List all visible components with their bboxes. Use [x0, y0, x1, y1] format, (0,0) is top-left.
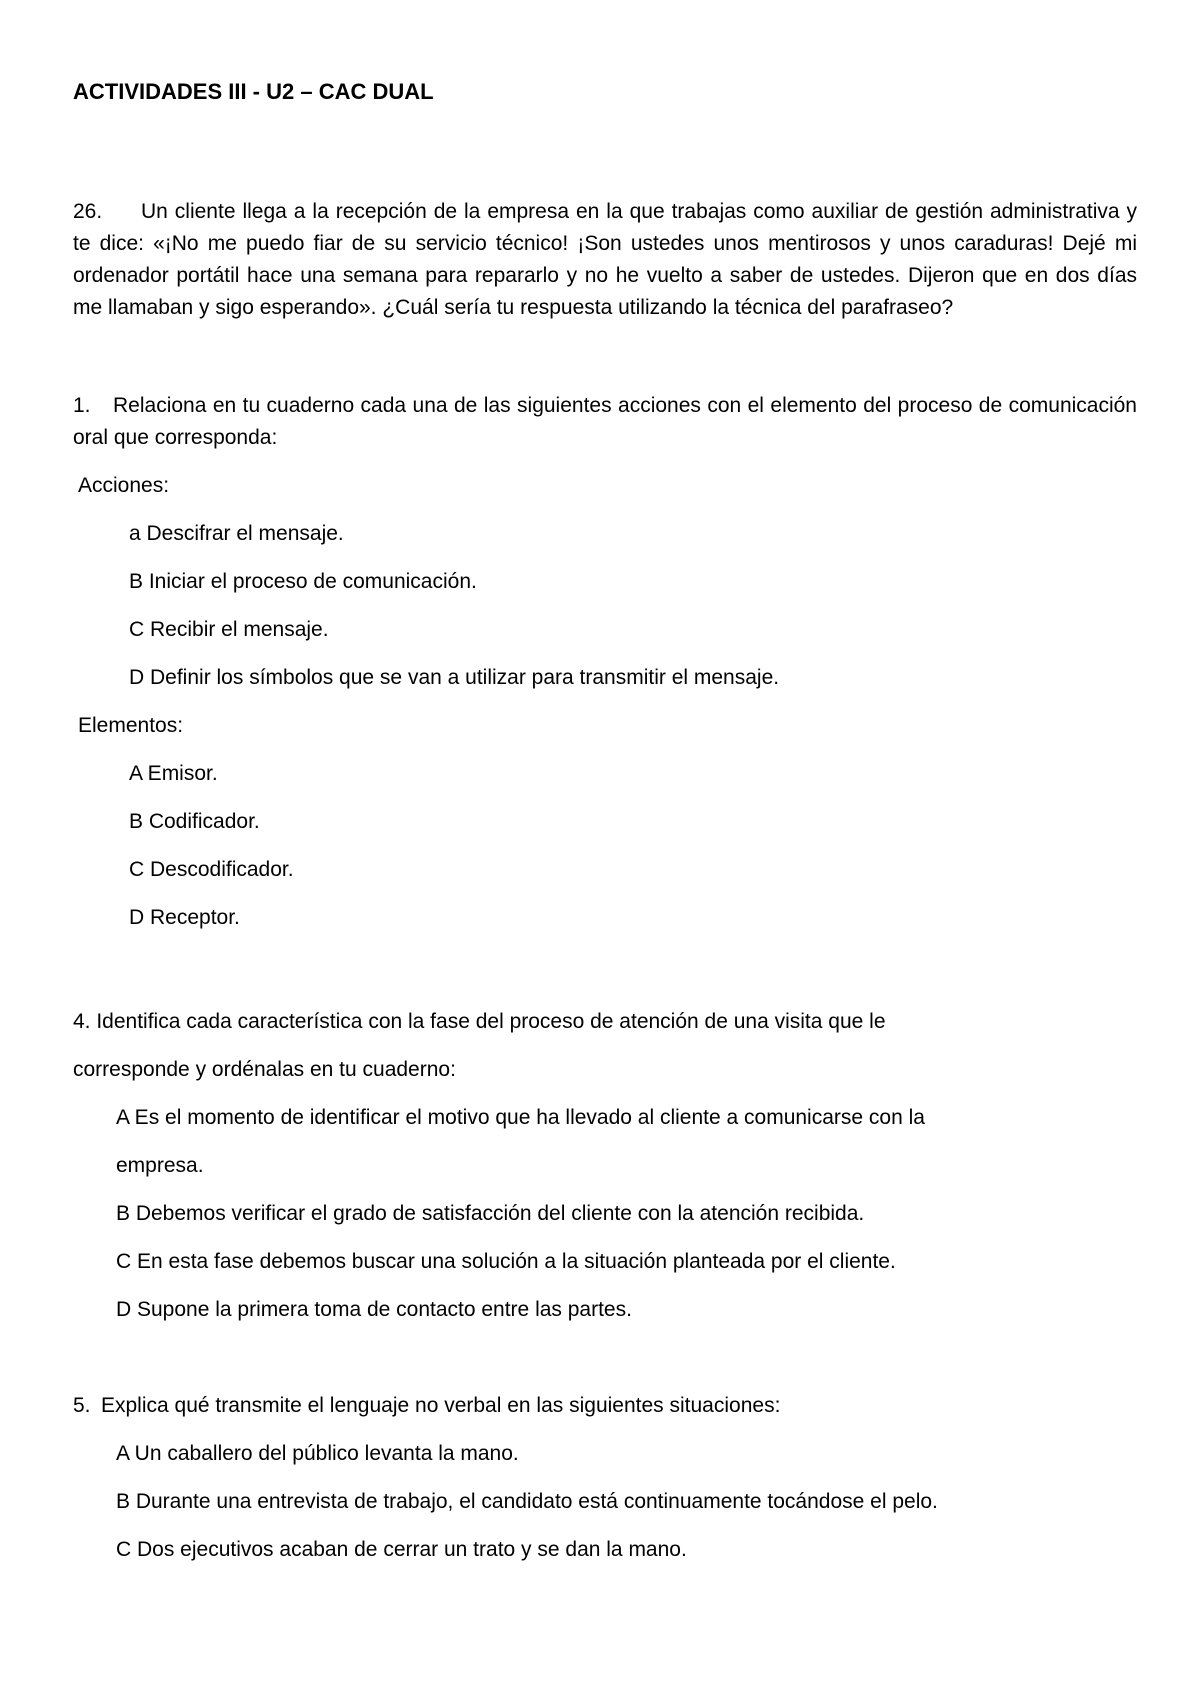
question-text: Relaciona en tu cuaderno cada una de las siguientes acciones con el elemento del proceso de comunicación oral que corresponda: — [73, 394, 1137, 449]
list-item: C En esta fase debemos buscar una solución a la situación planteada por el cliente. — [116, 1250, 896, 1273]
acciones-label: Acciones: — [78, 474, 170, 497]
question-number: 26. — [73, 200, 103, 223]
question-number: 5. — [73, 1394, 91, 1417]
question-5 — [73, 1382, 1137, 1574]
list-item: empresa. — [116, 1154, 204, 1177]
situaciones-list — [73, 1430, 1137, 1574]
document-page — [73, 76, 1137, 1574]
list-item: C Dos ejecutivos acaban de cerrar un trato y se dan la mano. — [116, 1538, 687, 1561]
question-text-line: corresponde y ordénalas en tu cuaderno: — [73, 1058, 456, 1081]
acciones-list — [73, 518, 1137, 694]
elementos-label: Elementos: — [78, 714, 184, 737]
question-text-line: 4. Identifica cada característica con la fase del proceso de atención de una visita que le — [73, 1010, 886, 1033]
question-stem — [73, 1382, 1137, 1430]
list-item: A Es el momento de identificar el motivo que ha llevado al cliente a comunicarse con la — [116, 1106, 925, 1129]
list-item: B Iniciar el proceso de comunicación. — [129, 570, 477, 593]
list-item: B Debemos verificar el grado de satisfacción del cliente con la atención recibida. — [116, 1202, 865, 1225]
question-text: Explica qué transmite el lenguaje no verbal en las siguientes situaciones: — [101, 1394, 781, 1417]
list-item: A Un caballero del público levanta la mano. — [116, 1442, 519, 1465]
question-text: Un cliente llega a la recepción de la empresa en la que trabajas como auxiliar de gestión administrativa y te dice: «¡No me puedo fiar de su servicio técnico! ¡Son ustedes unos mentirosos y unos caraduras! Dejé mi ordenador portátil hace una semana para repararlo y no he vuelto a saber de ustedes. Dijeron que en dos días me llamaban y sigo esperando». ¿Cuál sería tu respuesta utilizando la técnica del parafraseo? — [73, 200, 1137, 319]
list-item: D Supone la primera toma de contacto entre las partes. — [116, 1298, 632, 1321]
question-1 — [73, 390, 1137, 934]
list-item: A Emisor. — [129, 762, 218, 785]
caracteristicas-list — [73, 1094, 1137, 1334]
list-item: C Recibir el mensaje. — [129, 618, 329, 641]
question-number: 1. — [73, 394, 91, 417]
list-item: B Durante una entrevista de trabajo, el candidato está continuamente tocándose el pelo. — [116, 1490, 938, 1513]
question-stem — [73, 390, 1137, 454]
list-item: D Receptor. — [129, 906, 240, 929]
elementos-list — [73, 758, 1137, 934]
question-26 — [73, 196, 1137, 324]
list-item: B Codificador. — [129, 810, 260, 833]
list-item: C Descodificador. — [129, 858, 294, 881]
question-4 — [73, 998, 1137, 1334]
list-item: D Definir los símbolos que se van a utilizar para transmitir el mensaje. — [129, 666, 780, 689]
list-item: a Descifrar el mensaje. — [129, 522, 344, 545]
document-title: ACTIVIDADES III - U2 – CAC DUAL — [73, 79, 434, 104]
